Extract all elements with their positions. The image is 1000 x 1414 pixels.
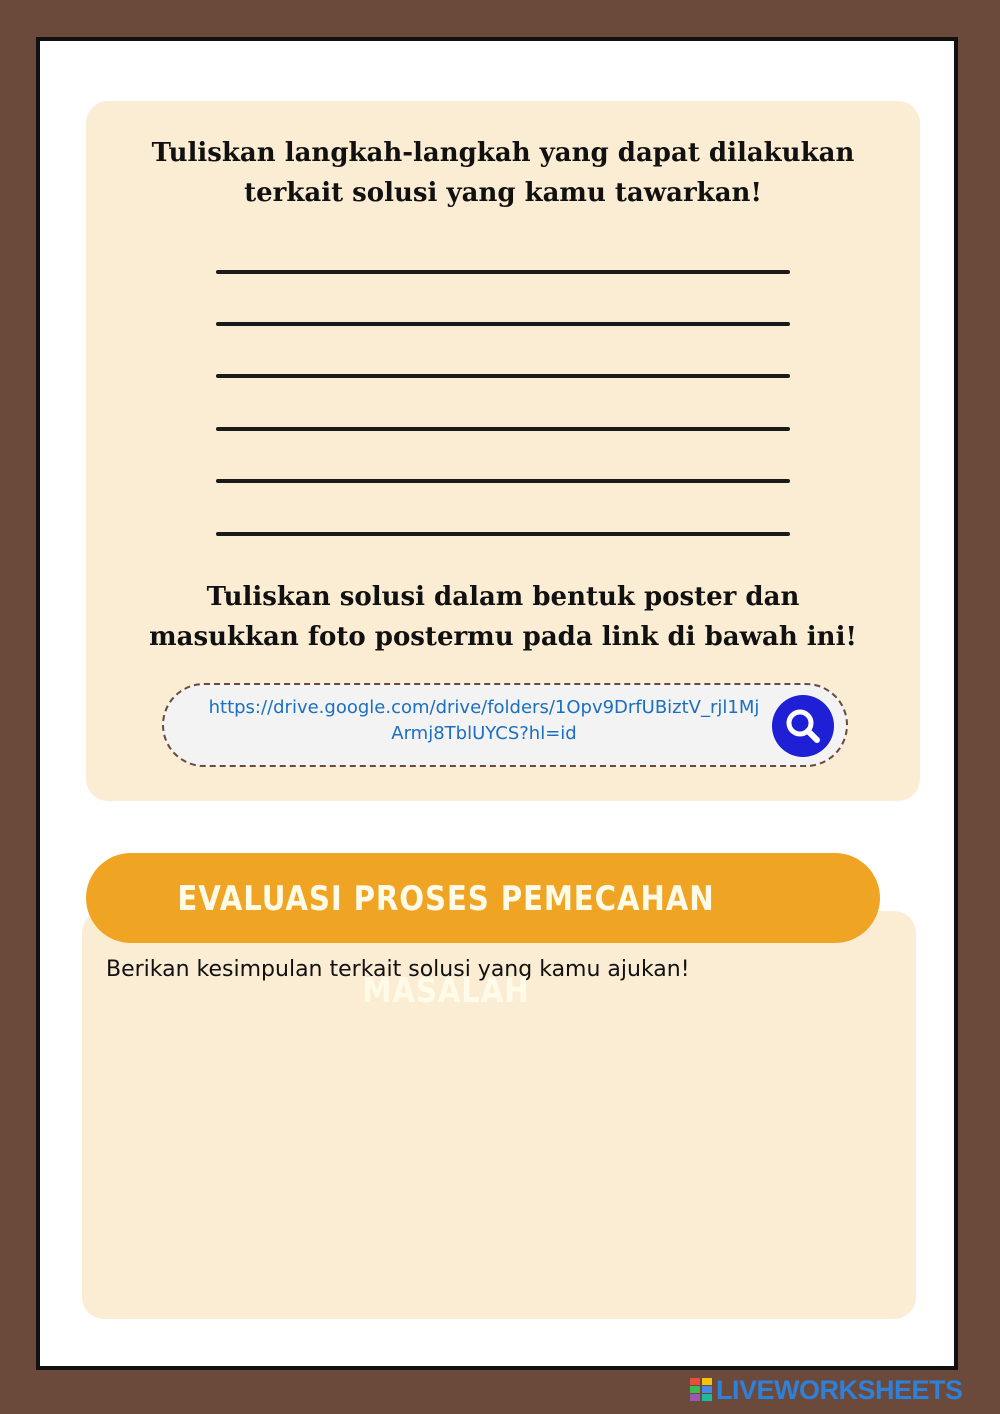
- answer-line-5[interactable]: [216, 479, 790, 483]
- poster-instruction-line-1: Tuliskan solusi dalam bentuk poster dan: [206, 582, 800, 612]
- answer-line-1[interactable]: [216, 270, 790, 274]
- answer-line-3[interactable]: [216, 374, 790, 378]
- search-icon: [783, 706, 823, 746]
- search-button[interactable]: [772, 695, 834, 757]
- worksheet-page: [36, 37, 958, 1370]
- poster-instruction: [86, 577, 920, 657]
- answer-line-2[interactable]: [216, 322, 790, 326]
- steps-instruction: [86, 133, 920, 213]
- answer-line-4[interactable]: [216, 427, 790, 431]
- conclusion-answer-field[interactable]: [106, 1001, 896, 1305]
- answer-line-6[interactable]: [216, 532, 790, 536]
- evaluation-prompt: Berikan kesimpulan terkait solusi yang kamu ajukan!: [106, 957, 690, 982]
- steps-instruction-line-2: terkait solusi yang kamu tawarkan!: [244, 178, 762, 208]
- drive-folder-link[interactable]: [198, 695, 770, 747]
- logo-text: LIVEWORKSHEETS: [716, 1375, 963, 1405]
- liveworksheets-logo: [690, 1374, 990, 1406]
- logo-mark-icon: [690, 1378, 712, 1402]
- drive-link-line-2: Armj8TblUYCS?hl=id: [391, 723, 577, 744]
- steps-instruction-line-1: Tuliskan langkah-langkah yang dapat dilakukan: [151, 138, 855, 168]
- solution-steps-card: [86, 101, 920, 801]
- link-search-bar: [162, 683, 848, 767]
- evaluation-banner-title: EVALUASI PROSES PEMECAHAN MASALAH: [177, 879, 715, 1011]
- poster-instruction-line-2: masukkan foto postermu pada link di bawah ini!: [149, 622, 857, 652]
- drive-link-line-1: https://drive.google.com/drive/folders/1Opv9DrfUBiztV_rjl1Mj: [208, 697, 760, 718]
